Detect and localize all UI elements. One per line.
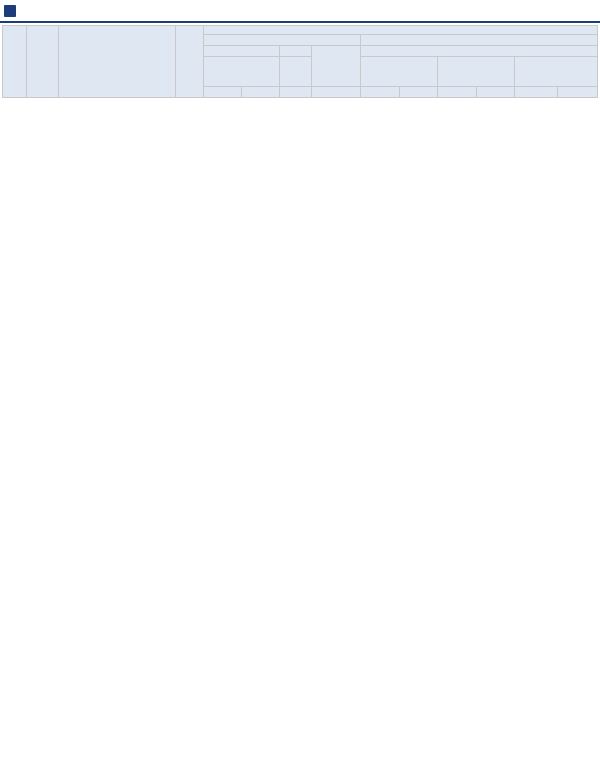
header-general [204, 57, 280, 87]
recruitment-table [2, 25, 598, 98]
header-na [515, 87, 558, 98]
header-in-quota [204, 35, 361, 46]
header-basic-living [515, 57, 598, 87]
header-na [438, 87, 477, 98]
title-square-icon [4, 5, 16, 17]
header-da [312, 87, 361, 98]
header-sum [312, 46, 361, 87]
header-na [361, 87, 400, 98]
header-department [58, 26, 176, 98]
header-da [399, 87, 438, 98]
title-underline [0, 21, 600, 23]
header-rural [361, 57, 438, 87]
header-na [204, 87, 241, 98]
header-suneung [204, 46, 280, 57]
header-da [476, 87, 515, 98]
header-silgi [280, 46, 312, 57]
header-gyeyeol [3, 26, 27, 98]
header-general-silgi [280, 57, 312, 87]
header-recruit [204, 26, 598, 35]
header-da [241, 87, 280, 98]
header-da [558, 87, 598, 98]
header-out-quota [361, 35, 598, 46]
header-hakseng [361, 46, 598, 57]
page-title-bar [0, 0, 600, 24]
header-total-quota [176, 26, 204, 98]
header-specialized [438, 57, 515, 87]
header-da [280, 87, 312, 98]
header-college [26, 26, 58, 98]
